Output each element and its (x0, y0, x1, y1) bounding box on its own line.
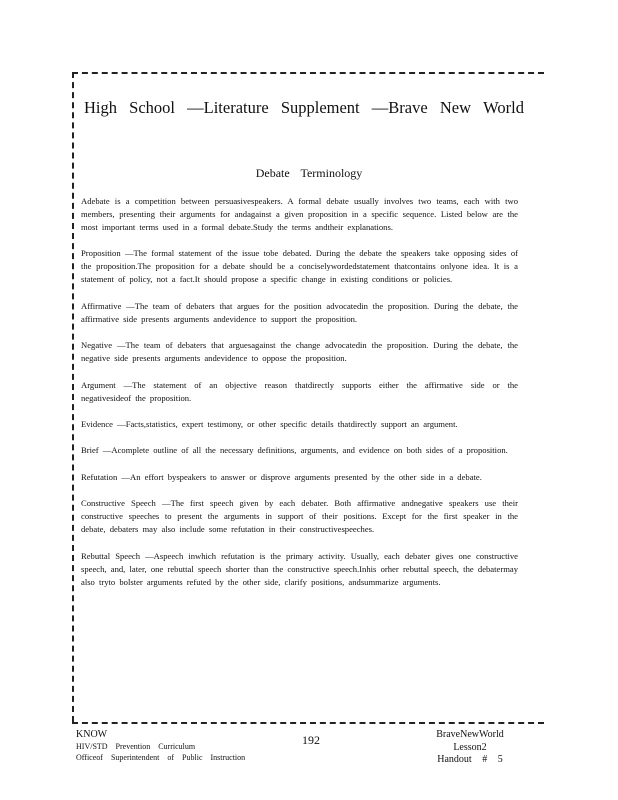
title-word: —Literature (187, 98, 269, 117)
title-word: New (439, 98, 471, 117)
title-word: High (84, 98, 117, 117)
footer-left (76, 729, 245, 763)
title-word: Supplement (280, 98, 360, 117)
term-constructive-speech: Constructive Speech —The first speech given by each debater. Both affirmative andnegative speakers use their constructive speeches to present the arguments in support of their positions. Except for the first speaker in the debate, debaters may also include some refutation in their constructivespeeches. (81, 498, 518, 535)
term-brief: Brief —Acomplete outline of all the necessary definitions, arguments, and evidence on both sides of a proposition. (81, 445, 508, 456)
term-affirmative: Affirmative —The team of debaters that argues for the position advocatedin the proposition. During the debate, the affirmative side presents arguments andevidence to support the proposition. (81, 300, 518, 324)
frame-top-border (72, 72, 544, 74)
term-proposition: Proposition —The formal statement of the issue tobe debated. During the debate the speakers take opposing sides of the proposition.The proposition for a debate should be a conciselywordedstatement thatcontains onlyone idea. It is a statement of policy, not a fact.It should propose a specific change in existing conditions or policies. (81, 248, 518, 285)
term-rebuttal-speech: Rebuttal Speech —Aspeech inwhich refutation is the primary activity. Usually, each debater gives one constructive speech, and, later, one rebuttal speech shorter than the constructive speech.Inhis orher rebuttal speech, the debatermay also tryto bolster arguments refuted by the other side, clarify positions, andsummarize arguments. (81, 550, 518, 587)
footer-lesson: Lesson2 (453, 741, 487, 753)
title-word: —Brave (371, 98, 428, 117)
footer-right (420, 729, 520, 767)
footer-program-name: KNOW (76, 729, 108, 740)
footer-curriculum: HIV/STD Prevention Curriculum (76, 742, 196, 751)
page-title (84, 98, 524, 118)
frame-bottom-border (72, 722, 544, 724)
term-argument: Argument —The statement of an objective reason thatdirectly supports either the affirmative side or the negativesideof the proposition. (81, 379, 518, 403)
title-word: School (129, 98, 175, 117)
footer-book-title: BraveNewWorld (436, 729, 504, 740)
term-evidence: Evidence —Facts,statistics, expert testimony, or other specific details thatdirectly support an argument. (81, 418, 458, 429)
footer-handout: Handout # 5 (437, 754, 503, 765)
term-negative: Negative —The team of debaters that arguesagainst the change advocatedin the proposition. During the debate, the negative side presents arguments andevidence to oppose the proposition. (81, 340, 518, 364)
page-number: 192 (302, 733, 320, 747)
footer-office: Officeof Superintendent of Public Instruction (76, 753, 246, 762)
title-word: World (483, 98, 524, 117)
term-refutation: Refutation —An effort byspeakers to answer or disprove arguments presented by the other side in a debate. (81, 471, 482, 482)
terms-list (81, 195, 518, 602)
intro-paragraph: Adebate is a competition between persuasivespeakers. A formal debate usually involves two teams, each with two members, presenting their arguments for andagainst a given proposition in a specific sequence. Listed below are the most important terms used in a formal debate.Study the terms andtheir explanations. (81, 196, 518, 232)
section-title: Debate Terminology (255, 166, 363, 180)
